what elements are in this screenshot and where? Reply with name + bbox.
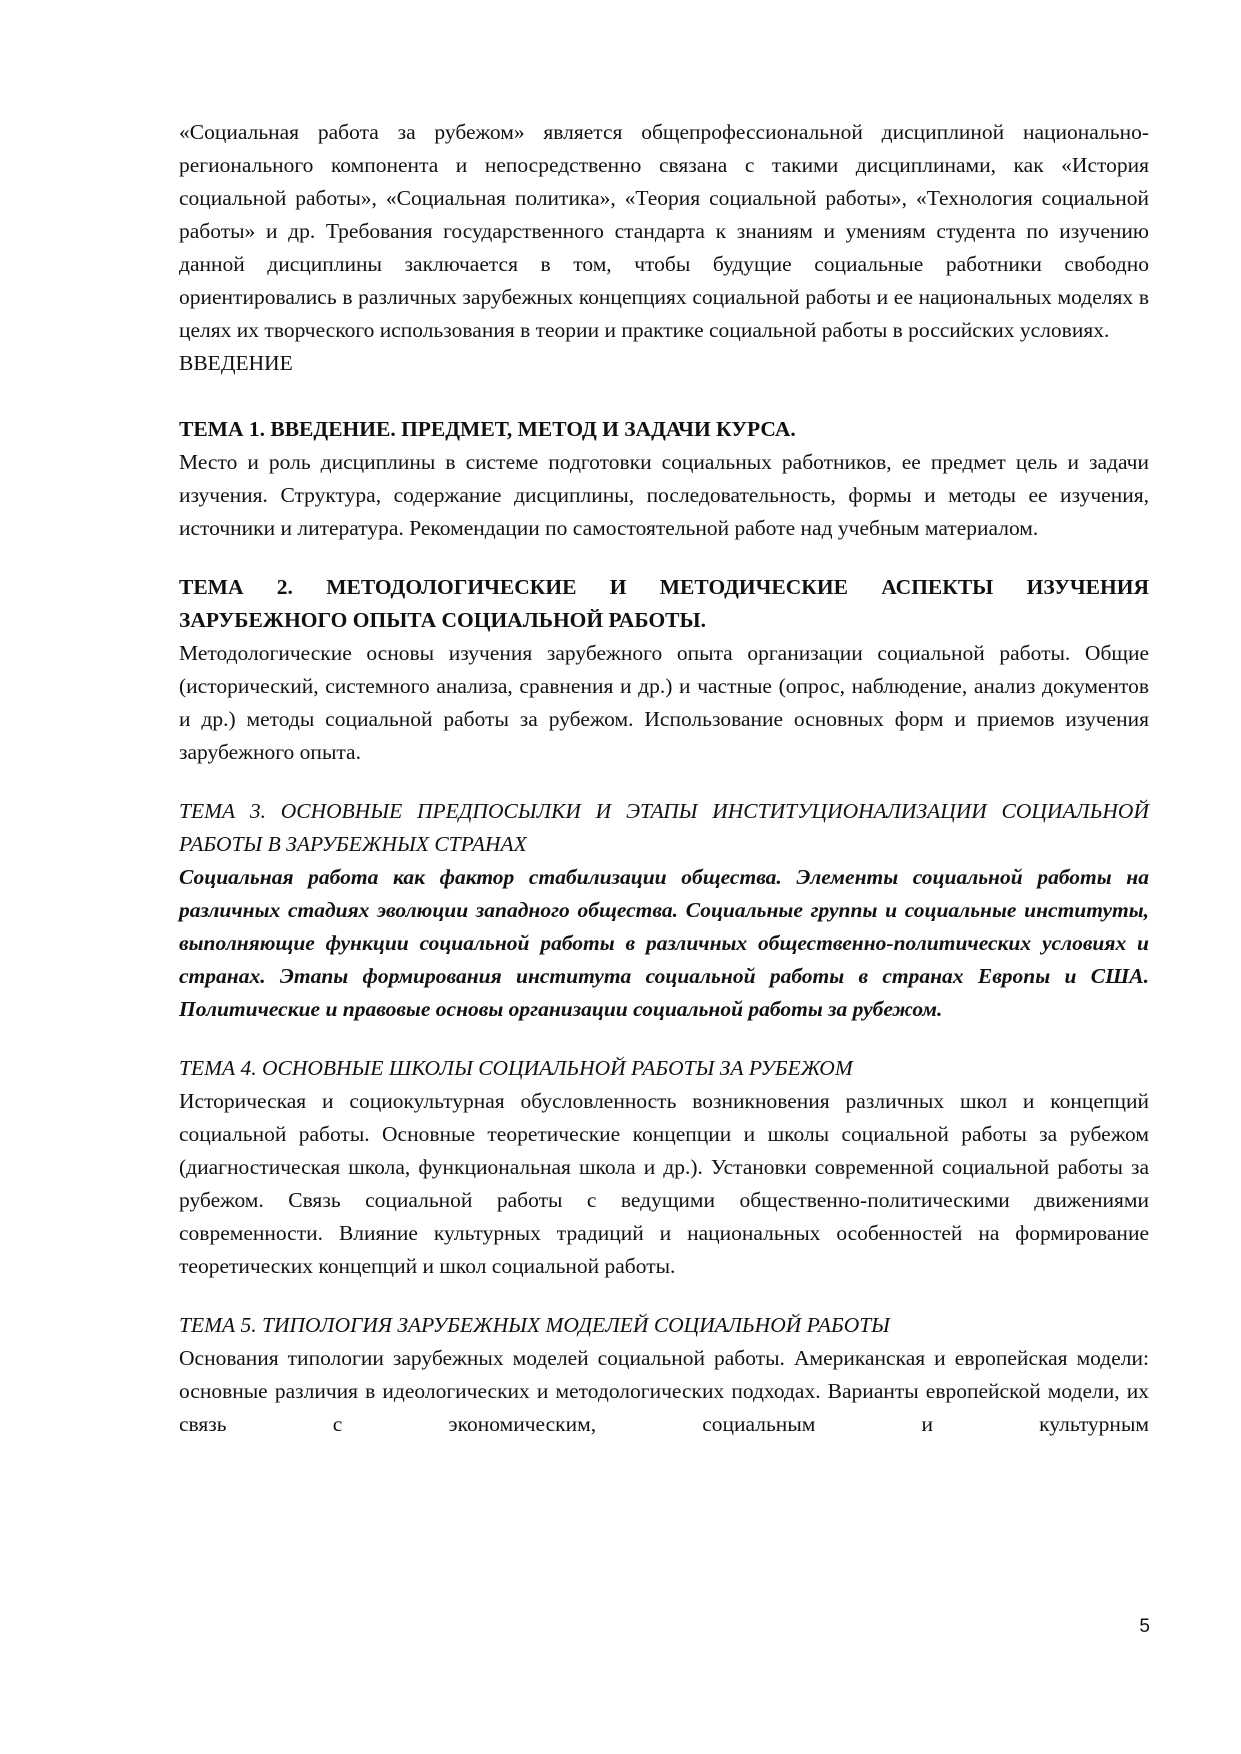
- section-topic-4: [179, 1052, 1149, 1283]
- section-body: Место и роль дисциплины в системе подготовки социальных работников, ее предмет цель и задачи изучения. Структура, содержание дисциплины, последовательность, формы и методы ее изучения, источники и литература. Рекомендации по самостоятельной работе над учебным материалом.: [179, 450, 1149, 540]
- section-heading: ТЕМА 1. ВВЕДЕНИЕ. ПРЕДМЕТ, МЕТОД И ЗАДАЧИ КУРСА.: [179, 417, 796, 441]
- document-page: [179, 116, 1149, 1441]
- section-body: Социальная работа как фактор стабилизации общества. Элементы социальной работы на различных стадиях эволюции западного общества. Социальные группы и социальные институты, выполняющие функции социальной работы в различных общественно-политических условиях и странах. Этапы формирования института социальной работы в странах Европы и США. Политические и правовые основы организации социальной работы за рубежом.: [179, 865, 1149, 1021]
- section-body: Историческая и социокультурная обусловленность возникновения различных школ и концепций социальной работы. Основные теоретические концепции и школы социальной работы за рубежом (диагностическая школа, функциональная школа и др.). Установки современной социальной работы за рубежом. Связь социальной работы с ведущими общественно-политическими движениями современности. Влияние культурных традиций и национальных особенностей на формирование теоретических концепций и школ социальной работы.: [179, 1089, 1149, 1278]
- section-heading: ТЕМА 5. ТИПОЛОГИЯ ЗАРУБЕЖНЫХ МОДЕЛЕЙ СОЦИАЛЬНОЙ РАБОТЫ: [179, 1313, 890, 1337]
- section-heading: ТЕМА 4. ОСНОВНЫЕ ШКОЛЫ СОЦИАЛЬНОЙ РАБОТЫ ЗА РУБЕЖОМ: [179, 1056, 853, 1080]
- section-heading: ТЕМА 2. МЕТОДОЛОГИЧЕСКИЕ И МЕТОДИЧЕСКИЕ АСПЕКТЫ ИЗУЧЕНИЯ ЗАРУБЕЖНОГО ОПЫТА СОЦИАЛЬНОЙ РАБОТЫ.: [179, 575, 1149, 632]
- section-topic-5: [179, 1309, 1149, 1441]
- page-number: 5: [1139, 1616, 1150, 1637]
- intro-label: ВВЕДЕНИЕ: [179, 351, 293, 375]
- section-body: Методологические основы изучения зарубежного опыта организации социальной работы. Общие (исторический, системного анализа, сравнения и др.) и частные (опрос, наблюдение, анализ документов и др.) методы социальной работы за рубежом. Использование основных форм и приемов изучения зарубежного опыта.: [179, 641, 1149, 764]
- section-body: Основания типологии зарубежных моделей социальной работы. Американская и европейская модели: основные различия в идеологических и методологических подходах. Варианты европейской модели, их связь с экономическим, социальным и культурным: [179, 1346, 1149, 1436]
- section-heading: ТЕМА 3. ОСНОВНЫЕ ПРЕДПОСЫЛКИ И ЭТАПЫ ИНСТИТУЦИОНАЛИЗАЦИИ СОЦИАЛЬНОЙ РАБОТЫ В ЗАРУБЕЖНЫХ СТРАНАХ: [179, 799, 1149, 856]
- section-topic-3: [179, 795, 1149, 1026]
- section-topic-1: [179, 413, 1149, 545]
- section-topic-2: [179, 571, 1149, 769]
- intro-paragraph: «Социальная работа за рубежом» является общепрофессиональной дисциплиной национально-регионального компонента и непосредственно связана с такими дисциплинами, как «История социальной работы», «Социальная политика», «Теория социальной работы», «Технология социальной работы» и др. Требования государственного стандарта к знаниям и умениям студента по изучению данной дисциплины заключается в том, чтобы будущие социальные работники свободно ориентировались в различных зарубежных концепциях социальной работы и ее национальных моделях в целях их творческого использования в теории и практике социальной работы в российских условиях.: [179, 120, 1149, 342]
